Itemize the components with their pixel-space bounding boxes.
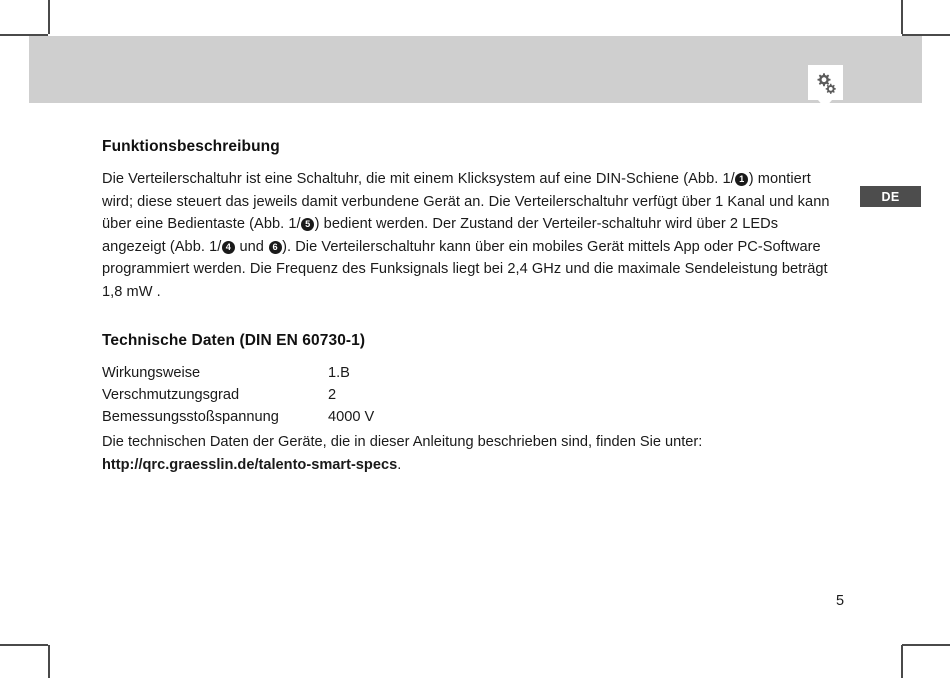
spec-value: 4000 V <box>328 409 375 425</box>
section-title-technische-daten: Technische Daten (DIN EN 60730-1) <box>102 332 366 349</box>
specs-url-link[interactable]: http://qrc.graesslin.de/talento-smart-specs <box>102 456 398 473</box>
page-number: 5 <box>836 593 845 609</box>
crop-mark-bottom-left-vertical <box>48 645 50 678</box>
spec-label: Wirkungsweise <box>102 365 201 381</box>
technical-data-table <box>102 362 374 428</box>
specs-note <box>102 431 844 476</box>
gears-icon <box>814 72 838 94</box>
callout-badge-5: 5 <box>301 218 314 231</box>
section-title-funktionsbeschreibung: Funktionsbeschreibung <box>102 138 280 155</box>
section-spacer <box>102 303 844 332</box>
crop-mark-top-right-vertical <box>901 0 903 34</box>
table-row <box>102 384 374 406</box>
callout-badge-4: 4 <box>222 241 235 254</box>
callout-badge-6: 6 <box>269 241 282 254</box>
header-band <box>29 36 922 103</box>
table-row <box>102 406 374 428</box>
document-content <box>102 138 844 476</box>
functional-description-paragraph <box>102 168 844 303</box>
crop-mark-bottom-right-vertical <box>901 645 903 678</box>
specs-url-suffix: . <box>397 456 402 473</box>
spec-label: Bemessungsstoßspannung <box>102 409 279 425</box>
crop-mark-bottom-right-horizontal <box>902 644 950 646</box>
spec-label: Verschmutzungsgrad <box>102 387 240 403</box>
paragraph-part-1: Die Verteilerschaltuhr ist eine Schaltuhr, die mit einem Klicksystem auf eine DIN-Schiene (Abb. 1/ <box>102 171 735 187</box>
paragraph-part-4: und <box>235 238 269 255</box>
table-row <box>102 362 374 384</box>
paragraph-part-3: ) bedient werden. Der Zustand der Verteiler-schaltuhr wird über 2 LEDs angezeigt (Abb. 1/ <box>102 216 779 255</box>
language-tab-label: DE <box>881 189 900 204</box>
gears-icon-badge <box>808 65 843 100</box>
paragraph-part-2: ) montiert wird; diese steuert das jeweils damit verbundene Gerät an. Die Verteilerschaltuhr verfügt über 1 Kanal und kann über eine Bedientaste (Abb. 1/ <box>102 171 830 232</box>
callout-badge-1: 1 <box>735 173 748 186</box>
spec-value: 2 <box>328 387 337 403</box>
language-tab <box>860 186 921 207</box>
paragraph-part-5: ). Die Verteilerschaltuhr kann über ein mobiles Gerät mittels App oder PC-Software programmiert werden. Die Frequenz des Funksignals liegt bei 2,4 GHz und die maximale Sendeleistung beträgt 1,8 mW . <box>102 238 828 300</box>
crop-mark-bottom-left-horizontal <box>0 644 48 646</box>
spec-value: 1.B <box>328 365 350 381</box>
gears-icon-badge-tail <box>818 100 832 108</box>
crop-mark-top-left-vertical <box>48 0 50 34</box>
specs-note-text: Die technischen Daten der Geräte, die in dieser Anleitung beschrieben sind, finden Sie unter: <box>102 434 703 450</box>
